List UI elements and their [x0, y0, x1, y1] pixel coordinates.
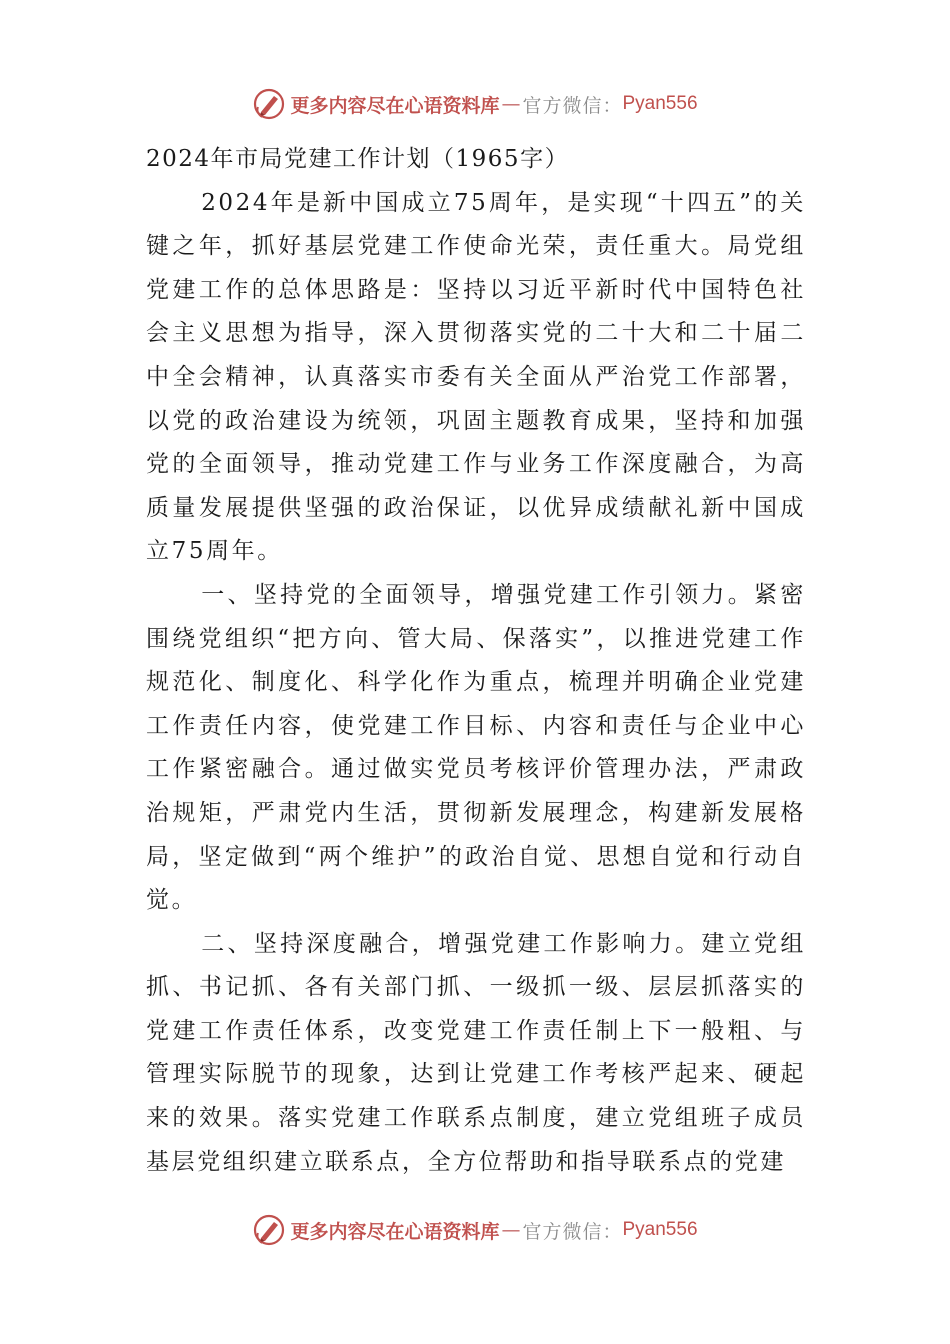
pen-logo-icon: [252, 87, 286, 121]
header-watermark-banner: [0, 84, 950, 124]
banner-official-label: 官方微信：: [522, 1220, 623, 1243]
banner-separator: —: [501, 1219, 521, 1241]
banner-wechat-id: Pyan556: [622, 93, 698, 114]
banner-brand-text: 更多内容尽在心语资料库: [290, 1220, 500, 1243]
paragraph-intro: 2024年是新中国成立75周年，是实现“十四五”的关键之年，抓好基层党建工作使命光荣，责任重大。局党组党建工作的总体思路是：坚持以习近平新时代中国特色社会主义思想为指导，深入贯彻落实党的二十大和二十届二中全会精神，认真落实市委有关全面从严治党工作部署，以党的政治建设为统领，巩固主题教育成果，坚持和加强党的全面领导，推动党建工作与业务工作深度融合，为高质量发展提供坚强的政治保证，以优异成绩献礼新中国成立75周年。: [146, 189, 806, 565]
document-body: [146, 138, 806, 1188]
banner-brand-text: 更多内容尽在心语资料库: [290, 94, 500, 117]
banner-official-label: 官方微信：: [522, 94, 623, 117]
pen-logo-icon: [252, 1213, 286, 1247]
banner-separator: —: [501, 93, 521, 115]
footer-watermark-banner: [0, 1210, 950, 1250]
paragraph-section-two: 二、坚持深度融合，增强党建工作影响力。建立党组抓、书记抓、各有关部门抓、一级抓一级、层层抓落实的党建工作责任体系，改变党建工作责任制上下一般粗、与管理实际脱节的现象，达到让党建工作考核严起来、硬起来的效果。落实党建工作联系点制度，建立党组班子成员基层党组织建立联系点，全方位帮助和指导联系点的党建: [146, 930, 806, 1175]
paragraph-section-one: 一、坚持党的全面领导，增强党建工作引领力。紧密围绕党组织“把方向、管大局、保落实”，以推进党建工作规范化、制度化、科学化作为重点，梳理并明确企业党建工作责任内容，使党建工作目标、内容和责任与企业中心工作紧密融合。通过做实党员考核评价管理办法，严肃政治规矩，严肃党内生活，贯彻新发展理念，构建新发展格局，坚定做到“两个维护”的政治自觉、思想自觉和行动自觉。: [146, 581, 806, 914]
banner-wechat-id: Pyan556: [622, 1219, 698, 1240]
document-title: 2024年市局党建工作计划（1965字）: [146, 146, 570, 172]
